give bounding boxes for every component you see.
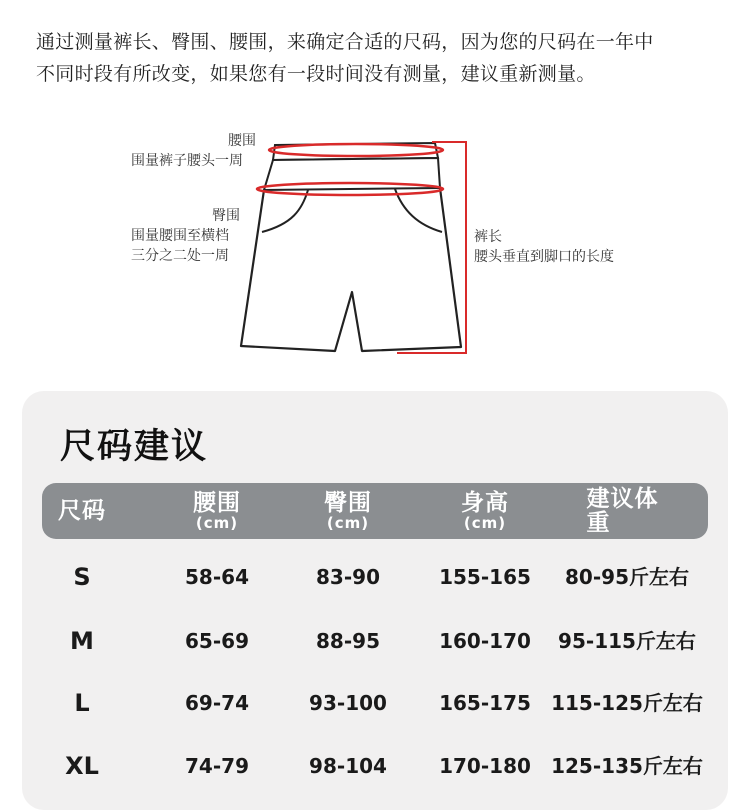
size-chart-card — [22, 391, 728, 810]
hip-label: 臀围 — [212, 208, 240, 224]
table-row — [42, 557, 708, 597]
length-label: 裤长 — [474, 229, 502, 245]
size-table-header — [42, 483, 708, 539]
cell-height: 155-165 — [439, 565, 531, 589]
cell-weight: 115-125斤左右 — [551, 691, 703, 715]
column-size: 尺码 — [58, 498, 106, 524]
cell-weight: 95-115斤左右 — [558, 629, 696, 653]
column-height: 身高 (cm) — [461, 490, 509, 532]
waist-label: 腰围 — [228, 133, 256, 149]
cell-size: XL — [65, 752, 99, 780]
cell-hip: 83-90 — [316, 565, 380, 589]
cell-waist: 58-64 — [185, 565, 249, 589]
cell-height: 165-175 — [439, 691, 531, 715]
cell-size: S — [73, 563, 91, 591]
cell-size: L — [74, 689, 90, 717]
waist-desc: 围量裤子腰头一周 — [131, 153, 243, 169]
cell-hip: 88-95 — [316, 629, 380, 653]
cell-height: 160-170 — [439, 629, 531, 653]
cell-size: M — [70, 627, 94, 655]
measurement-diagram — [0, 128, 750, 368]
table-row — [42, 621, 708, 661]
cell-waist: 69-74 — [185, 691, 249, 715]
hip-desc-1: 围量腰围至横档 — [131, 228, 229, 244]
column-weight: 建议体重 — [586, 486, 659, 536]
length-desc: 腰头垂直到脚口的长度 — [474, 249, 614, 265]
intro-text — [36, 26, 726, 90]
intro-line-1: 通过测量裤长、臀围、腰围，来确定合适的尺码，因为您的尺码在一年中 — [36, 31, 654, 53]
cell-hip: 98-104 — [309, 754, 387, 778]
cell-waist: 74-79 — [185, 754, 249, 778]
table-row — [42, 746, 708, 786]
column-hip: 臀围 (cm) — [324, 490, 372, 532]
column-waist: 腰围 (cm) — [193, 490, 241, 532]
cell-hip: 93-100 — [309, 691, 387, 715]
cell-waist: 65-69 — [185, 629, 249, 653]
hip-desc-2: 三分之二处一周 — [131, 248, 229, 264]
intro-line-2: 不同时段有所改变，如果您有一段时间没有测量，建议重新测量。 — [36, 63, 596, 85]
size-chart-title: 尺码建议 — [60, 427, 209, 467]
cell-weight: 125-135斤左右 — [551, 754, 703, 778]
cell-height: 170-180 — [439, 754, 531, 778]
shorts-illustration — [0, 128, 750, 368]
table-row — [42, 683, 708, 723]
cell-weight: 80-95斤左右 — [565, 565, 689, 589]
